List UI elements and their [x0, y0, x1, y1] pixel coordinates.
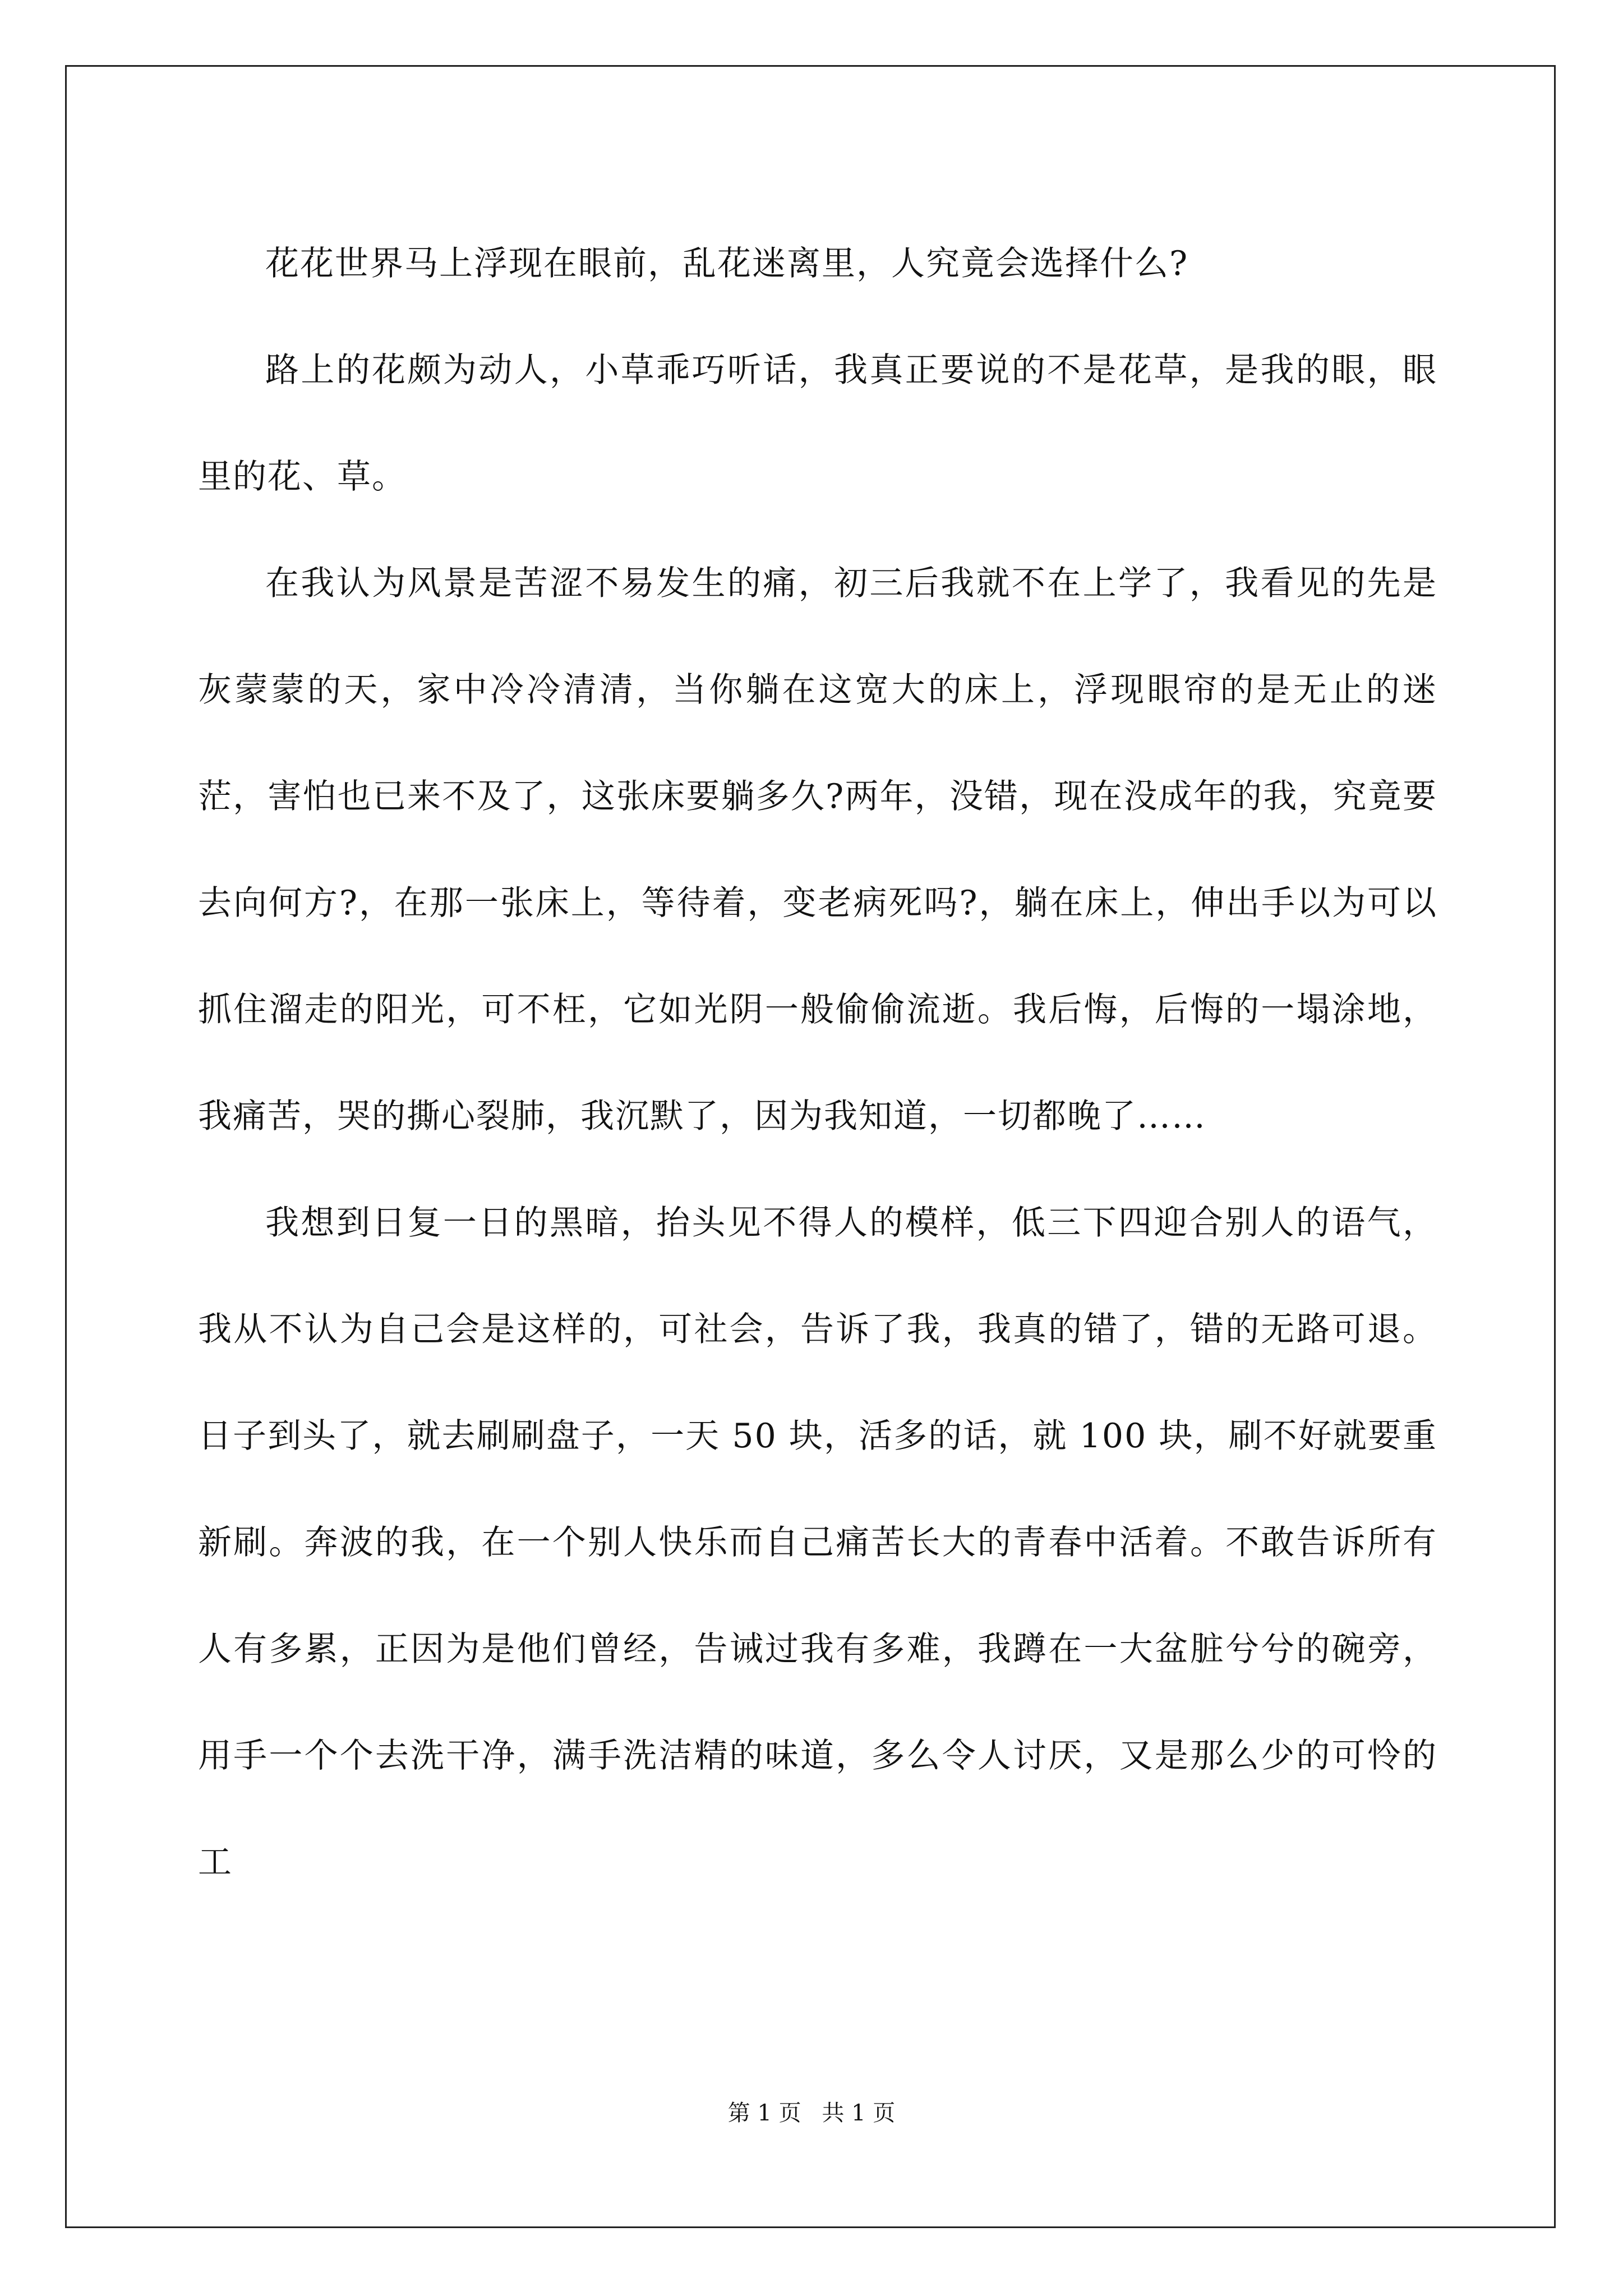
document-body	[198, 210, 1437, 1916]
page-number: 第 1 页	[727, 2100, 801, 2126]
page-footer	[0, 2095, 1623, 2127]
paragraph: 路上的花颇为动人，小草乖巧听话，我真正要说的不是花草，是我的眼，眼里的花、草。	[198, 351, 1437, 496]
paragraph: 花花世界马上浮现在眼前，乱花迷离里，人究竟会选择什么?	[265, 244, 1189, 283]
paragraph: 在我认为风景是苦涩不易发生的痛，初三后我就不在上学了，我看见的先是灰蒙蒙的天，家中冷冷清清，当你躺在这宽大的床上，浮现眼帘的是无止的迷茫，害怕也已来不及了，这张床要躺多久?两年，没错，现在没成年的我，究竟要去向何方?，在那一张床上，等待着，变老病死吗?，躺在床上，伸出手以为可以抓住溜走的阳光，可不枉，它如光阴一般偷偷流逝。我后悔，后悔的一塌涂地，我痛苦，哭的撕心裂肺，我沉默了，因为我知道，一切都晚了……	[198, 564, 1437, 1136]
paragraph: 我想到日复一日的黑暗，抬头见不得人的模样，低三下四迎合别人的语气，我从不认为自己会是这样的，可社会，告诉了我，我真的错了，错的无路可退。日子到头了，就去刷刷盘子，一天 50 块，活多的话，就 100 块，刷不好就要重新刷。奔波的我，在一个别人快乐而自己痛苦长大的青春中活着。不敢告诉所有人有多累，正因为是他们曾经，告诫过我有多难，我蹲在一大盆脏兮兮的碗旁，用手一个个去洗干净，满手洗洁精的味道，多么令人讨厌，又是那么少的可怜的工	[198, 1203, 1437, 1882]
page-total: 共 1 页	[822, 2100, 896, 2126]
